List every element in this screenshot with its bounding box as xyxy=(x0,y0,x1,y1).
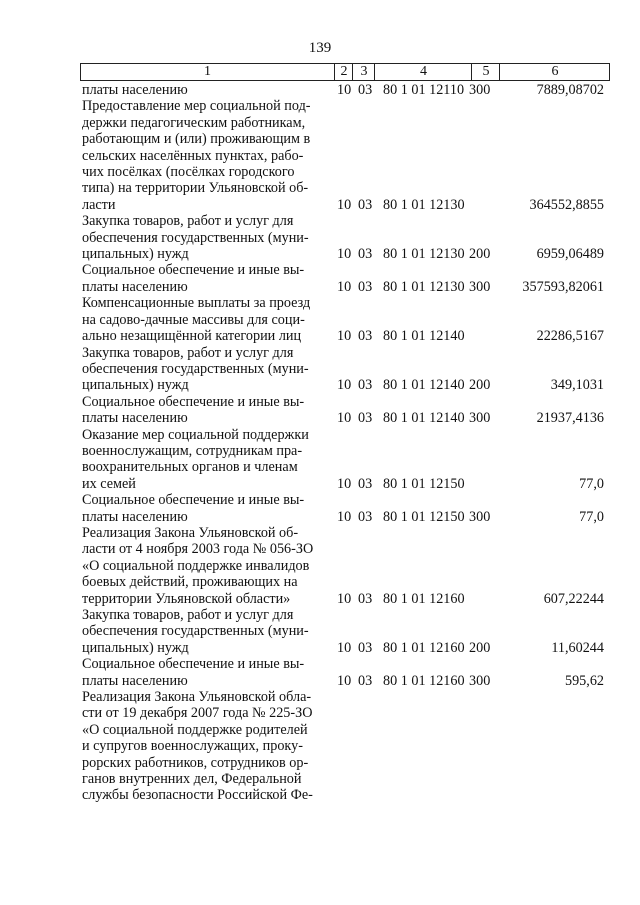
description-line: Социальное обеспечение и иные вы- xyxy=(82,656,305,673)
expense-type-code: 300 xyxy=(469,672,491,689)
description-line: военнослужащим, сотрудникам пра- xyxy=(82,442,303,459)
row-description xyxy=(82,82,330,98)
description-line: ципальных) нужд xyxy=(82,377,189,394)
subsection-code: 03 xyxy=(358,246,373,263)
description-line: Закупка товаров, работ и услуг для xyxy=(82,607,294,623)
header-col-6: 6 xyxy=(499,64,610,80)
table-row xyxy=(0,345,640,394)
section-code: 10 xyxy=(337,475,352,492)
header-col-4: 4 xyxy=(374,64,472,80)
target-article-code: 80 1 01 12140 xyxy=(383,377,465,394)
table-row xyxy=(0,656,640,689)
header-col-1: 1 xyxy=(204,64,211,79)
description-line: обеспечения государственных (муни- xyxy=(82,360,309,377)
amount-value: 607,22244 xyxy=(543,590,604,607)
amount-value: 77,0 xyxy=(579,508,604,525)
description-line: Социальное обеспечение и иные вы- xyxy=(82,492,305,509)
table-header xyxy=(80,63,610,81)
subsection-code: 03 xyxy=(358,672,373,689)
description-line: боевых действий, проживающих на xyxy=(82,574,298,591)
description-line: сельских населённых пунктах, рабо- xyxy=(82,147,304,164)
row-description xyxy=(82,607,330,656)
description-line: Предоставление мер социальной под- xyxy=(82,98,311,115)
subsection-code: 03 xyxy=(358,410,373,427)
description-line: ганов внутренних дел, Федеральной xyxy=(82,771,302,788)
target-article-code: 80 1 01 12130 xyxy=(383,246,465,263)
section-code: 10 xyxy=(337,639,352,656)
description-line: работающим и (или) проживающим в xyxy=(82,131,311,148)
description-line: чих посёлках (посёлках городского xyxy=(82,164,295,181)
description-line: держки педагогическим работникам, xyxy=(82,114,306,131)
section-code: 10 xyxy=(337,508,352,525)
subsection-code: 03 xyxy=(358,475,373,492)
row-description xyxy=(82,525,330,607)
row-description xyxy=(82,98,330,213)
table-row xyxy=(0,98,640,213)
header-col-2: 2 xyxy=(334,64,353,80)
description-line: их семей xyxy=(82,475,136,492)
amount-value: 364552,8855 xyxy=(529,196,604,213)
amount-value: 357593,82061 xyxy=(522,278,604,295)
target-article-code: 80 1 01 12110 xyxy=(383,82,465,98)
table-body xyxy=(0,82,640,804)
target-article-code: 80 1 01 12150 xyxy=(383,475,465,492)
target-article-code: 80 1 01 12160 xyxy=(383,672,465,689)
section-code: 10 xyxy=(337,82,352,98)
amount-value: 21937,4136 xyxy=(536,410,604,427)
row-description xyxy=(82,394,330,427)
expense-type-code: 300 xyxy=(469,410,491,427)
section-code: 10 xyxy=(337,377,352,394)
table-row xyxy=(0,492,640,525)
section-code: 10 xyxy=(337,328,352,345)
description-line: на садово-дачные массивы для соци- xyxy=(82,311,305,328)
expense-type-code: 300 xyxy=(469,82,491,98)
page-number: 139 xyxy=(308,40,332,56)
amount-value: 77,0 xyxy=(579,475,604,492)
subsection-code: 03 xyxy=(358,508,373,525)
expense-type-code: 200 xyxy=(469,246,491,263)
table-row xyxy=(0,82,640,98)
description-line: обеспечения государственных (муни- xyxy=(82,229,309,246)
section-code: 10 xyxy=(337,246,352,263)
description-line: территории Ульяновской области» xyxy=(82,590,291,607)
table-row xyxy=(0,394,640,427)
subsection-code: 03 xyxy=(358,590,373,607)
description-line: платы населению xyxy=(82,82,188,98)
expense-type-code: 300 xyxy=(469,278,491,295)
description-line: обеспечения государственных (муни- xyxy=(82,623,309,640)
amount-value: 595,62 xyxy=(564,672,604,689)
description-line: Социальное обеспечение и иные вы- xyxy=(82,262,305,279)
section-code: 10 xyxy=(337,278,352,295)
description-line: и супругов военнослужащих, проку- xyxy=(82,738,303,755)
target-article-code: 80 1 01 12130 xyxy=(383,278,465,295)
amount-value: 22286,5167 xyxy=(536,328,604,345)
description-line: ласти от 4 ноября 2003 года № 056-ЗО xyxy=(82,541,314,558)
table-row xyxy=(0,295,640,344)
target-article-code: 80 1 01 12140 xyxy=(383,328,465,345)
description-line: рорских работников, сотрудников ор- xyxy=(82,754,309,771)
target-article-code: 80 1 01 12150 xyxy=(383,508,465,525)
description-line: платы населению xyxy=(82,508,188,525)
row-description xyxy=(82,213,330,262)
subsection-code: 03 xyxy=(358,639,373,656)
subsection-code: 03 xyxy=(358,82,373,98)
table-row xyxy=(0,262,640,295)
section-code: 10 xyxy=(337,196,352,213)
description-line: службы безопасности Российской Фе- xyxy=(82,787,313,804)
description-line: Реализация Закона Ульяновской об- xyxy=(82,524,299,541)
description-line: платы населению xyxy=(82,672,188,689)
expense-type-code: 300 xyxy=(469,508,491,525)
description-line: сти от 19 декабря 2007 года № 225-ЗО xyxy=(82,705,313,722)
table-row xyxy=(0,213,640,262)
table-row xyxy=(0,689,640,804)
expense-type-code: 200 xyxy=(469,377,491,394)
expense-type-code: 200 xyxy=(469,639,491,656)
amount-value: 349,1031 xyxy=(550,377,604,394)
row-description xyxy=(82,262,330,295)
description-line: Реализация Закона Ульяновской обла- xyxy=(82,689,312,706)
description-line: платы населению xyxy=(82,278,188,295)
description-line: ласти xyxy=(82,196,116,213)
subsection-code: 03 xyxy=(358,278,373,295)
row-description xyxy=(82,295,330,344)
table-row xyxy=(0,607,640,656)
amount-value: 11,60244 xyxy=(551,639,604,656)
row-description xyxy=(82,689,330,804)
section-code: 10 xyxy=(337,410,352,427)
amount-value: 7889,08702 xyxy=(536,82,604,98)
row-description xyxy=(82,492,330,525)
table-row xyxy=(0,525,640,607)
description-line: Закупка товаров, работ и услуг для xyxy=(82,213,294,230)
table-row xyxy=(0,427,640,493)
subsection-code: 03 xyxy=(358,196,373,213)
description-line: Оказание мер социальной поддержки xyxy=(82,426,309,443)
row-description xyxy=(82,656,330,689)
target-article-code: 80 1 01 12160 xyxy=(383,590,465,607)
target-article-code: 80 1 01 12160 xyxy=(383,639,465,656)
description-line: ально незащищённой категории лиц xyxy=(82,328,302,345)
description-line: ципальных) нужд xyxy=(82,639,189,656)
target-article-code: 80 1 01 12130 xyxy=(383,196,465,213)
description-line: ципальных) нужд xyxy=(82,246,189,263)
header-col-3: 3 xyxy=(352,64,375,80)
subsection-code: 03 xyxy=(358,328,373,345)
section-code: 10 xyxy=(337,672,352,689)
description-line: Социальное обеспечение и иные вы- xyxy=(82,393,305,410)
row-description xyxy=(82,345,330,394)
description-line: «О социальной поддержке инвалидов xyxy=(82,557,310,574)
description-line: платы населению xyxy=(82,410,188,427)
header-col-5: 5 xyxy=(471,64,500,80)
section-code: 10 xyxy=(337,590,352,607)
description-line: Закупка товаров, работ и услуг для xyxy=(82,344,294,361)
description-line: типа) на территории Ульяновской об- xyxy=(82,180,309,197)
description-line: воохранительных органов и членам xyxy=(82,459,298,476)
target-article-code: 80 1 01 12140 xyxy=(383,410,465,427)
row-description xyxy=(82,427,330,493)
description-line: Компенсационные выплаты за проезд xyxy=(82,295,311,312)
subsection-code: 03 xyxy=(358,377,373,394)
description-line: «О социальной поддержке родителей xyxy=(82,721,308,738)
amount-value: 6959,06489 xyxy=(536,246,604,263)
